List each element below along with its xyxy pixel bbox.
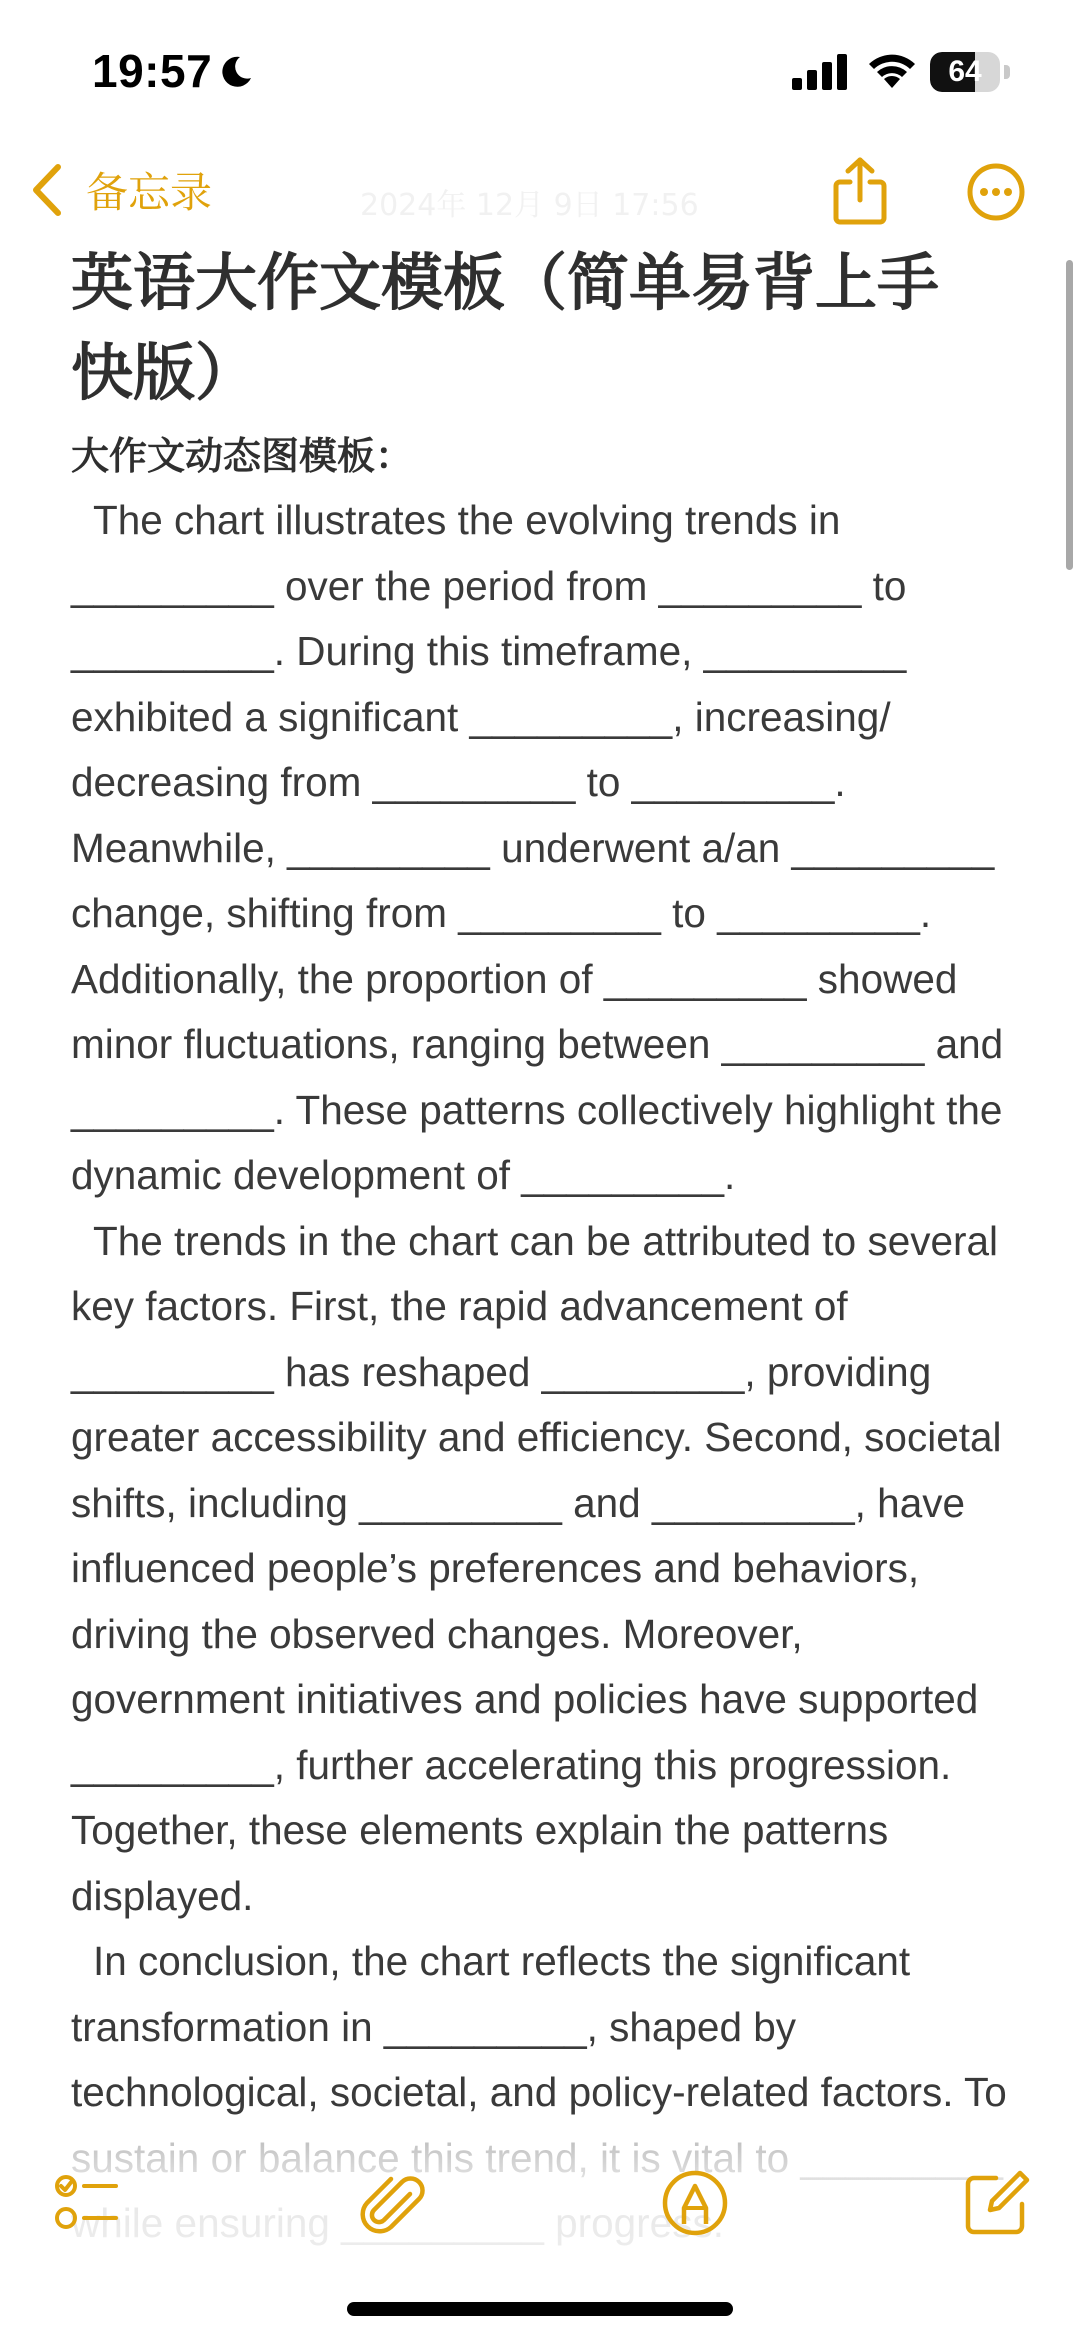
note-title[interactable]: 英语大作文模板（简单易背上手快版） — [71, 246, 940, 409]
paragraph-conclusion[interactable]: In conclusion, the chart reflects the significant transformation in _________, shaped by technological, societal, and policy-related factors. To — [71, 1938, 1007, 2115]
checklist-icon[interactable] — [52, 2168, 122, 2238]
battery-nub — [1004, 65, 1010, 79]
home-indicator[interactable] — [347, 2302, 733, 2316]
note-date-ghost: 2024年 12月 9日 17:56 — [360, 188, 699, 223]
moon-icon — [218, 54, 254, 90]
back-chevron-icon — [30, 163, 64, 217]
more-options-icon[interactable] — [966, 162, 1026, 222]
scroll-indicator[interactable] — [1066, 260, 1073, 570]
back-button[interactable] — [30, 158, 212, 222]
compose-icon[interactable] — [962, 2168, 1032, 2238]
markup-pen-icon[interactable] — [660, 2168, 730, 2238]
wifi-icon — [866, 50, 918, 90]
note-subheading[interactable]: 大作文动态图模板： — [71, 434, 414, 478]
paragraph-description[interactable]: The chart illustrates the evolving trends in _________ over the period from _________ to _________. During this timeframe, _________ exhibited a significant _________, increasing/ decreasing from _________ to _________. Meanwhile, _________ underwent a/an _________ change, shifting from _________ to _________. Additionally, the proportion of _________ showed minor fluctuations, ranging between _________ and _________. These patterns collectively highlight the dynamic development of _________. — [71, 497, 1004, 1198]
cellular-signal-icon — [790, 52, 850, 92]
back-button-label: 备忘录 — [86, 168, 213, 217]
battery-body — [930, 52, 1000, 92]
paragraph-reasons[interactable]: The trends in the chart can be attributed to several key factors. First, the rapid advancement of _________ has reshaped _________, providing greater accessibility and efficiency. Second, societal shifts, including _________ and _________, have influenced people’s preferences and behaviors, driving the observed changes. Moreover, government initiatives and policies have supported _________, further accelerating this progression. Together, these elements explain the patterns displayed. — [71, 1217, 1002, 1919]
note-content[interactable] — [71, 238, 1021, 2257]
status-time: 19:57 — [92, 45, 213, 97]
paperclip-icon[interactable] — [358, 2168, 428, 2238]
note-body[interactable] — [71, 488, 1021, 2257]
share-icon[interactable] — [832, 156, 888, 226]
battery-indicator — [930, 52, 1010, 92]
battery-percent: 64 — [948, 55, 982, 88]
status-bar — [0, 0, 1080, 150]
